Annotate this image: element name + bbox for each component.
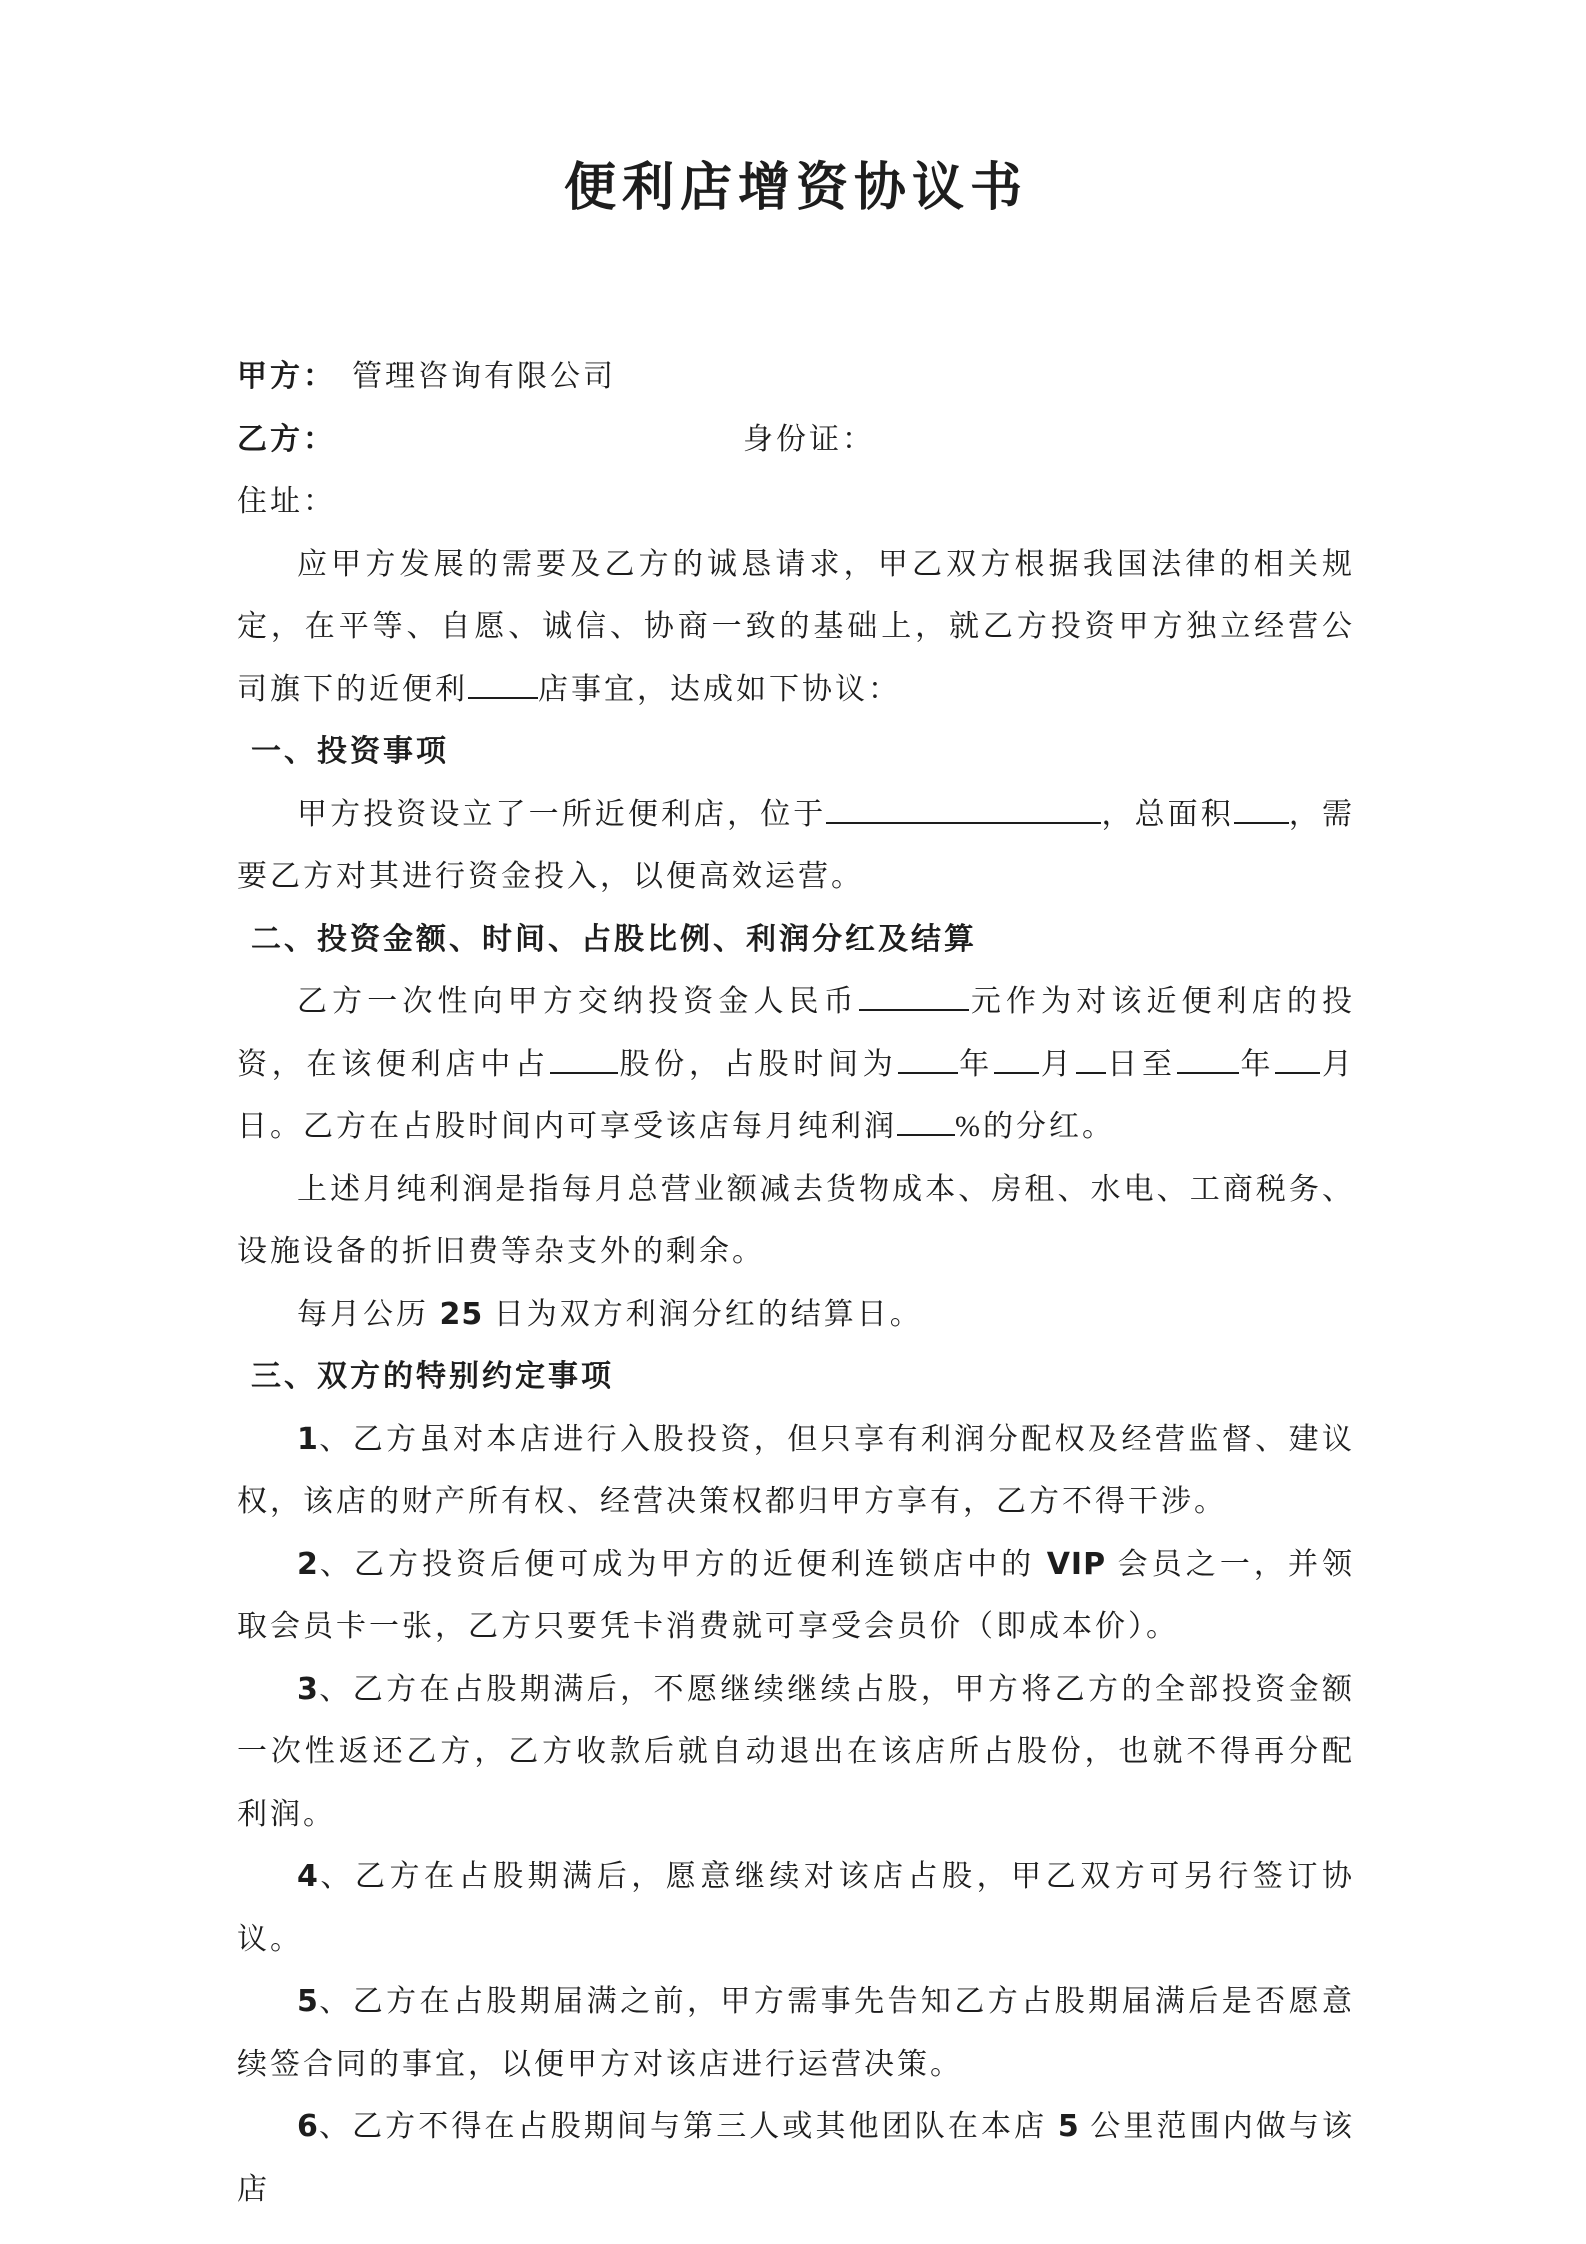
- paragraph: [237, 784, 1355, 909]
- fill-in-blank[interactable]: [898, 1066, 958, 1074]
- section-heading: [237, 721, 1355, 784]
- text-run: 二、投资金额、时间、占股比例、利润分红及结算: [251, 922, 977, 956]
- text-run: 月日。乙方在占股时间内可享受该店每月纯利润: [237, 1047, 1355, 1143]
- paragraph: [237, 1971, 1355, 2096]
- paragraph: [237, 1534, 1355, 1659]
- fill-in-blank[interactable]: [994, 1066, 1039, 1074]
- party-a-line: [237, 346, 1355, 409]
- text-run: %的分红。: [955, 1110, 1115, 1143]
- paragraph: [237, 2096, 1355, 2221]
- text-run: 25: [439, 1296, 484, 1332]
- paragraph: [237, 971, 1355, 1159]
- text-run: 4: [297, 1859, 319, 1894]
- fill-in-blank[interactable]: [468, 691, 538, 699]
- text-run: ，总面积: [1101, 797, 1234, 831]
- paragraph: [237, 1659, 1355, 1847]
- text-run: 5: [1057, 2109, 1080, 2144]
- text-run: 6: [297, 2109, 319, 2144]
- party-a-value: 管理咨询有限公司: [352, 360, 616, 393]
- fill-in-blank[interactable]: [1076, 1066, 1106, 1074]
- party-b-label: 乙方：: [237, 422, 336, 456]
- party-b-line: [237, 409, 1355, 472]
- text-run: 一、投资事项: [251, 735, 449, 768]
- fill-in-blank[interactable]: [1275, 1066, 1320, 1074]
- text-run: 3: [297, 1671, 319, 1707]
- text-run: 上述月纯利润是指每月总营业额减去货物成本、房租、水电、工商税务、设施设备的折旧费等杂支外的剩余。: [237, 1172, 1355, 1268]
- fill-in-blank[interactable]: [550, 1066, 618, 1074]
- fill-in-blank[interactable]: [897, 1128, 955, 1136]
- section-heading: [237, 909, 1355, 972]
- document-title: 便利店增资协议书: [563, 160, 1028, 217]
- text-run: 日至: [1105, 1047, 1177, 1081]
- text-run: 店事宜，达成如下协议：: [538, 672, 901, 706]
- text-run: 股份，占股时间为: [617, 1047, 898, 1081]
- text-run: 会员之一，并领取会员卡一张，乙方只要凭卡消费就可享受会员价（即成本价）。: [237, 1547, 1356, 1643]
- fill-in-blank[interactable]: [826, 816, 1101, 824]
- text-run: 、乙方在占股期届满之前，甲方需事先告知乙方占股期届满后是否愿意续签合同的事宜，以便甲方对该店进行运营决策。: [237, 1985, 1355, 2081]
- text-run: 元作为对该近便利店的投资，在该便利店中占: [237, 985, 1356, 1081]
- paragraph: [237, 1159, 1355, 1284]
- text-run: 三、双方的特别约定事项: [251, 1360, 614, 1393]
- text-run: 日为双方利润分红的结算日。: [483, 1297, 923, 1331]
- text-run: 5: [297, 1984, 319, 2019]
- paragraph: [237, 534, 1355, 722]
- fill-in-blank[interactable]: [1234, 816, 1289, 824]
- paragraph: [237, 1284, 1355, 1347]
- fill-in-blank[interactable]: [859, 1003, 969, 1011]
- text-run: 应甲方发展的需要及乙方的诚恳请求，甲乙双方根据我国法律的相关规定，在平等、自愿、诚信、协商一致的基础上，就乙方投资甲方独立经营公司旗下的近便利: [237, 547, 1355, 706]
- text-run: ，需要乙方对其进行资金投入，以便高效运营。: [237, 797, 1356, 893]
- contract-body: [237, 534, 1355, 2222]
- text-run: 年: [957, 1047, 994, 1081]
- text-run: 每月公历: [297, 1297, 440, 1331]
- paragraph: [237, 1409, 1355, 1534]
- text-run: 、乙方虽对本店进行入股投资，但只享有利润分配权及经营监督、建议权，该店的财产所有权、经营决策权都归甲方享有，乙方不得干涉。: [237, 1422, 1355, 1518]
- text-run: 月: [1039, 1047, 1076, 1081]
- text-run: 、乙方投资后便可成为甲方的近便利连锁店中的: [318, 1547, 1047, 1581]
- address-line: [237, 471, 1355, 534]
- section-heading: [237, 1346, 1355, 1409]
- text-run: 公里范围内做与该店: [237, 2110, 1355, 2206]
- fill-in-blank[interactable]: [1177, 1066, 1239, 1074]
- text-run: 2: [297, 1546, 319, 1582]
- text-run: 乙方一次性向甲方交纳投资金人民币: [297, 985, 859, 1018]
- text-run: 1: [297, 1421, 319, 1457]
- text-run: 甲方投资设立了一所近便利店，位于: [297, 797, 827, 831]
- address-label: 住址：: [237, 485, 336, 518]
- text-run: 年: [1238, 1047, 1276, 1081]
- party-a-label: 甲方：: [237, 360, 336, 393]
- id-card-label: 身份证：: [743, 422, 875, 456]
- paragraph: [237, 1846, 1355, 1971]
- text-run: 、乙方在占股期满后，不愿继续继续占股，甲方将乙方的全部投资金额一次性返还乙方，乙方收款后就自动退出在该店所占股份，也就不得再分配利润。: [237, 1672, 1355, 1831]
- text-run: 、乙方在占股期满后，愿意继续对该店占股，甲乙双方可另行签订协议。: [237, 1860, 1355, 1956]
- text-run: 、乙方不得在占股期间与第三人或其他团队在本店: [318, 2110, 1058, 2143]
- text-run: VIP: [1046, 1546, 1107, 1582]
